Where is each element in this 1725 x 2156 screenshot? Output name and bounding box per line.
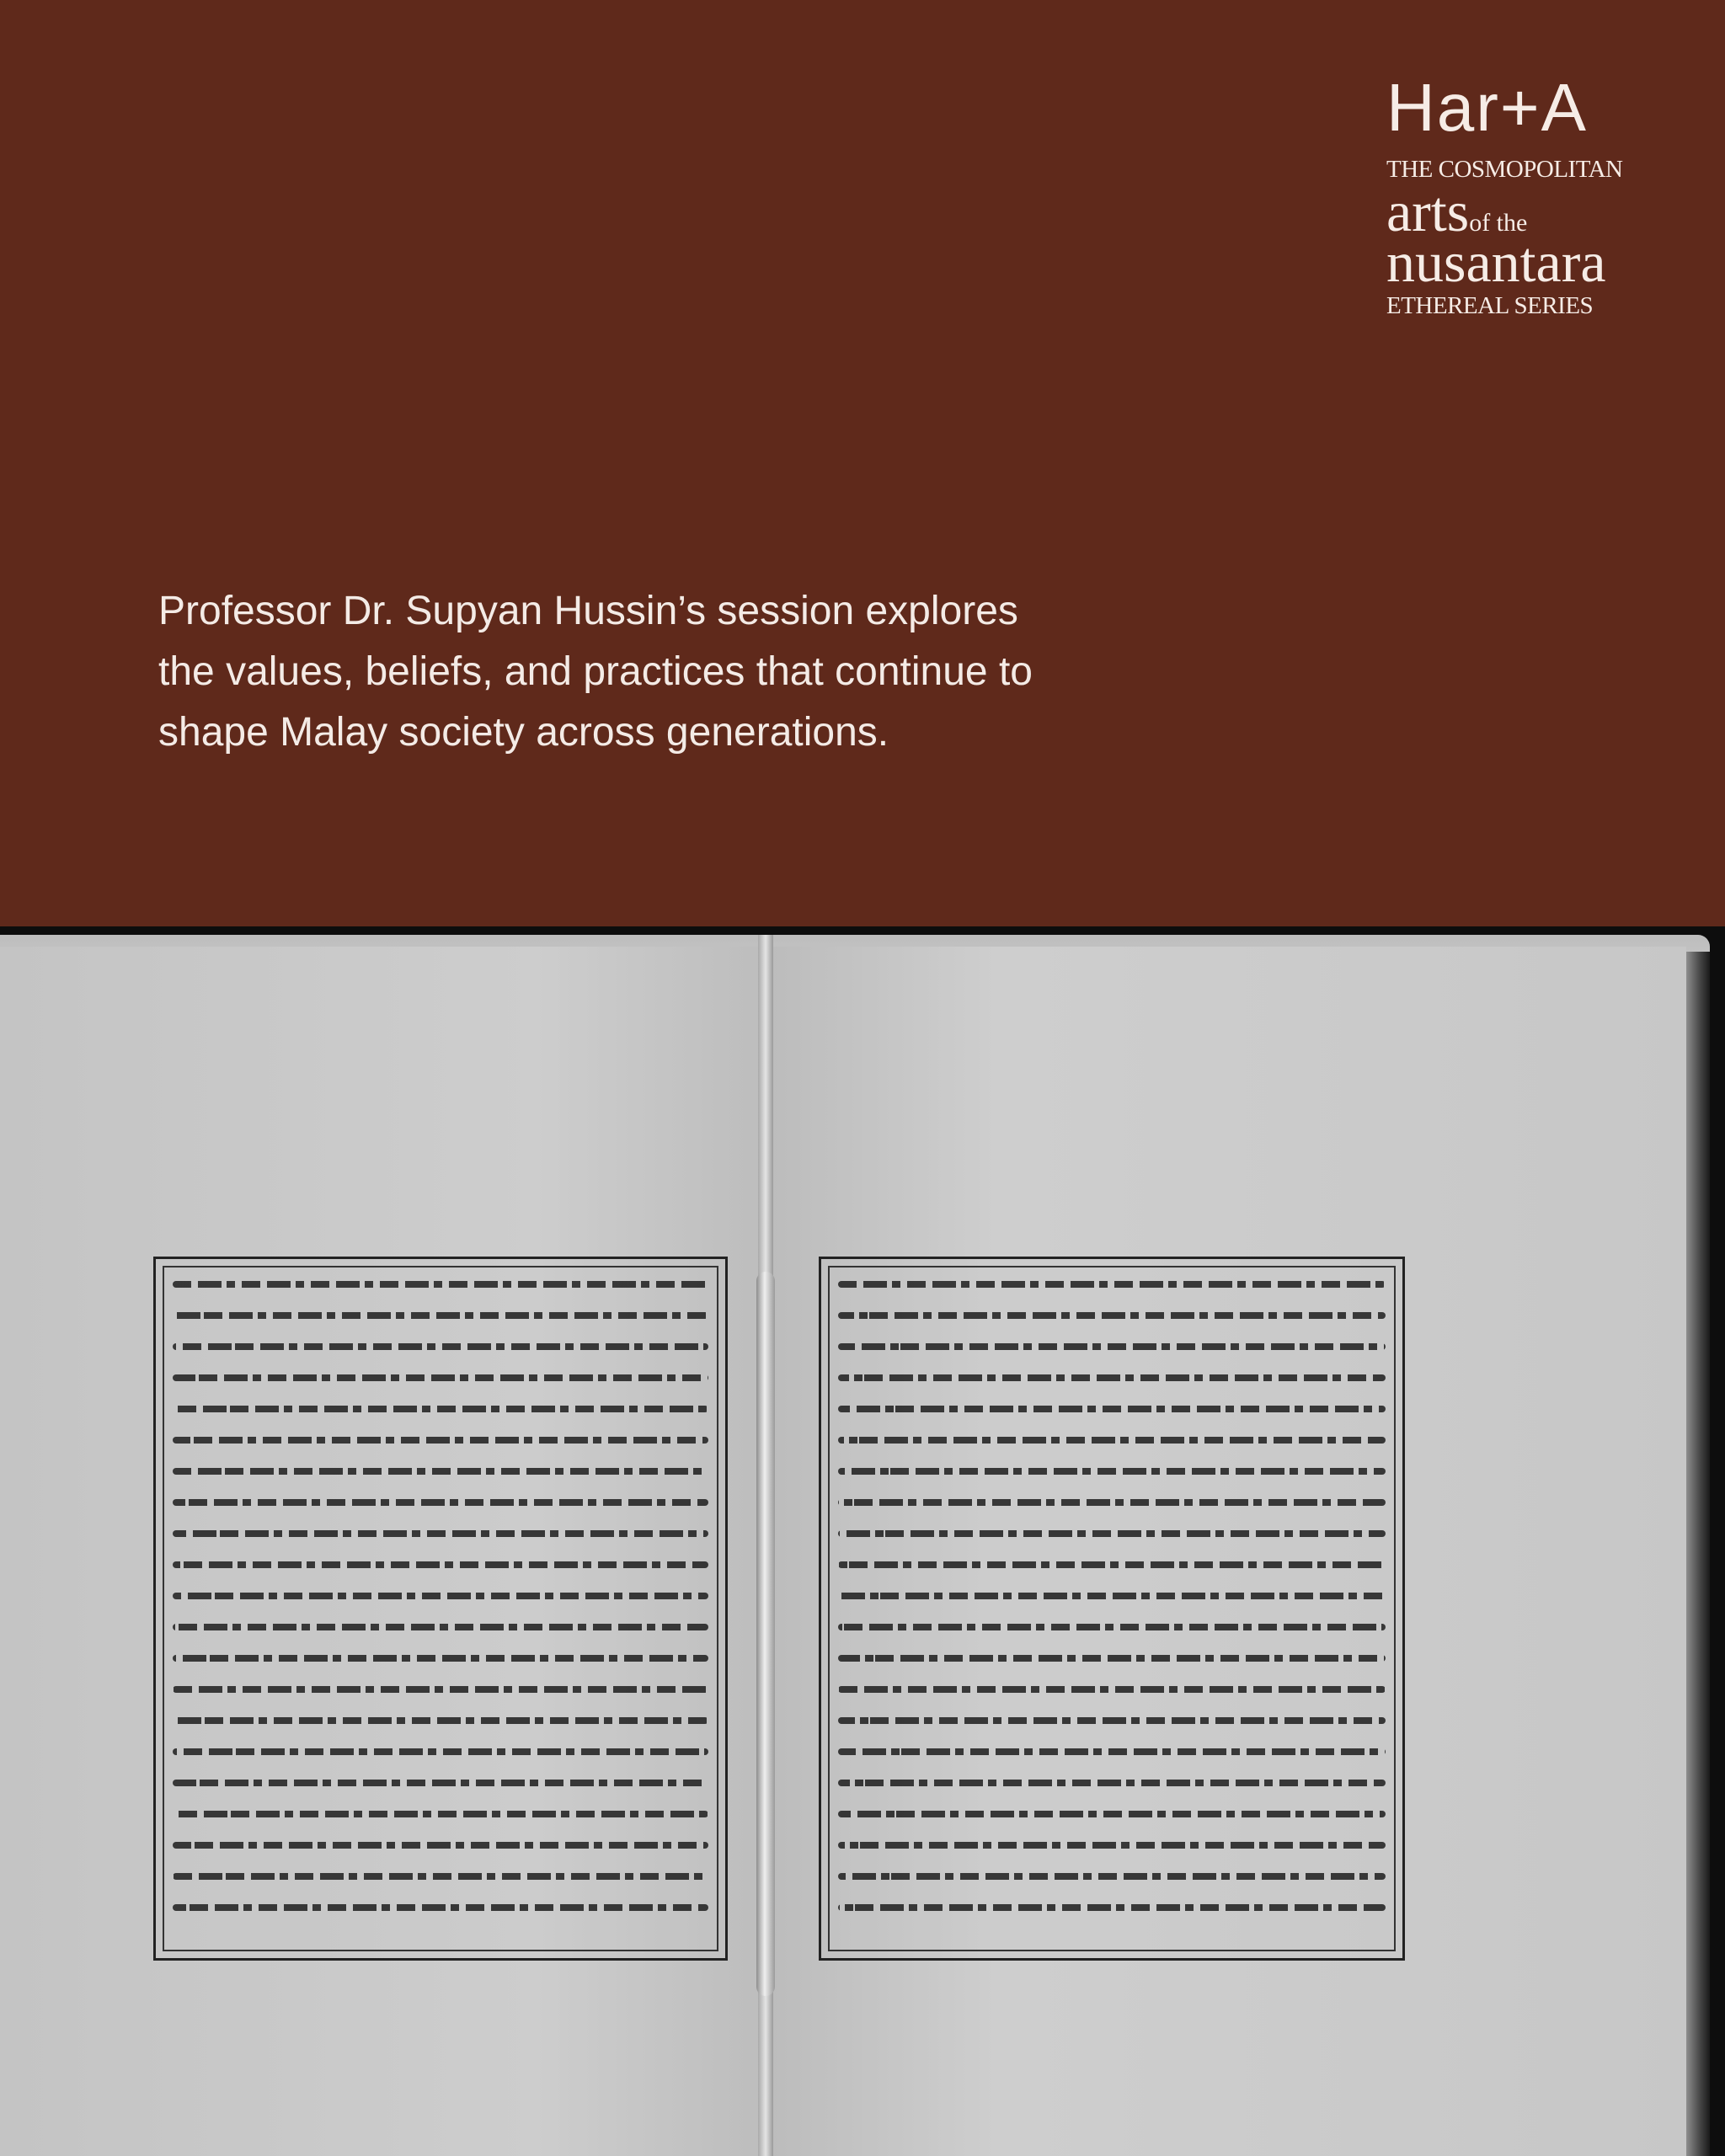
session-description: Professor Dr. Supyan Hussin’s session explores the values, beliefs, and practices that continue to shape Malay society across generations. xyxy=(158,589,1033,755)
harta-logo xyxy=(1386,70,1639,319)
script-line xyxy=(173,1312,708,1319)
series-title-line-4: ETHEREAL SERIES xyxy=(1386,291,1594,319)
manuscript-photo xyxy=(0,926,1725,2156)
script-line xyxy=(838,1748,1386,1755)
harta-wordmark: Har+A xyxy=(1386,70,1588,145)
script-line xyxy=(173,1561,708,1568)
script-line xyxy=(173,1811,708,1817)
header-panel xyxy=(0,0,1725,926)
series-arts-word: arts xyxy=(1386,179,1470,243)
open-manuscript xyxy=(0,935,1710,2156)
script-line xyxy=(173,1873,708,1880)
series-title-line-1: THE COSMOPOLITAN xyxy=(1386,156,1623,183)
script-line xyxy=(838,1468,1386,1475)
script-line xyxy=(173,1655,708,1662)
script-line xyxy=(838,1717,1386,1724)
binding-thread xyxy=(756,1272,775,1996)
series-of-the: of the xyxy=(1469,208,1528,237)
script-line xyxy=(173,1686,708,1693)
script-line xyxy=(173,1842,708,1849)
script-line xyxy=(173,1406,708,1412)
script-line xyxy=(838,1499,1386,1506)
script-line xyxy=(173,1593,708,1599)
script-line xyxy=(838,1406,1386,1412)
left-text-block xyxy=(153,1257,728,1961)
script-line xyxy=(838,1437,1386,1444)
script-line xyxy=(173,1624,708,1630)
script-line xyxy=(173,1780,708,1786)
script-line xyxy=(838,1624,1386,1630)
script-line xyxy=(838,1343,1386,1350)
script-line xyxy=(838,1904,1386,1911)
script-line xyxy=(838,1873,1386,1880)
script-line xyxy=(838,1374,1386,1381)
script-line xyxy=(173,1374,708,1381)
script-line xyxy=(838,1780,1386,1786)
script-line xyxy=(838,1281,1386,1288)
script-line xyxy=(173,1437,708,1444)
script-line xyxy=(838,1530,1386,1537)
script-line xyxy=(173,1748,708,1755)
script-line xyxy=(173,1499,708,1506)
script-line xyxy=(838,1686,1386,1693)
script-line xyxy=(838,1655,1386,1662)
script-line xyxy=(838,1842,1386,1849)
series-title-nusantara: nusantara xyxy=(1386,229,1606,294)
script-line xyxy=(838,1811,1386,1817)
script-line xyxy=(173,1281,708,1288)
script-line xyxy=(838,1561,1386,1568)
script-line xyxy=(173,1717,708,1724)
right-text-block xyxy=(819,1257,1405,1961)
script-line xyxy=(173,1530,708,1537)
book-edge xyxy=(1686,952,1710,2156)
script-line xyxy=(173,1904,708,1911)
script-line xyxy=(838,1312,1386,1319)
script-line xyxy=(838,1593,1386,1599)
script-line xyxy=(173,1343,708,1350)
script-line xyxy=(173,1468,708,1475)
